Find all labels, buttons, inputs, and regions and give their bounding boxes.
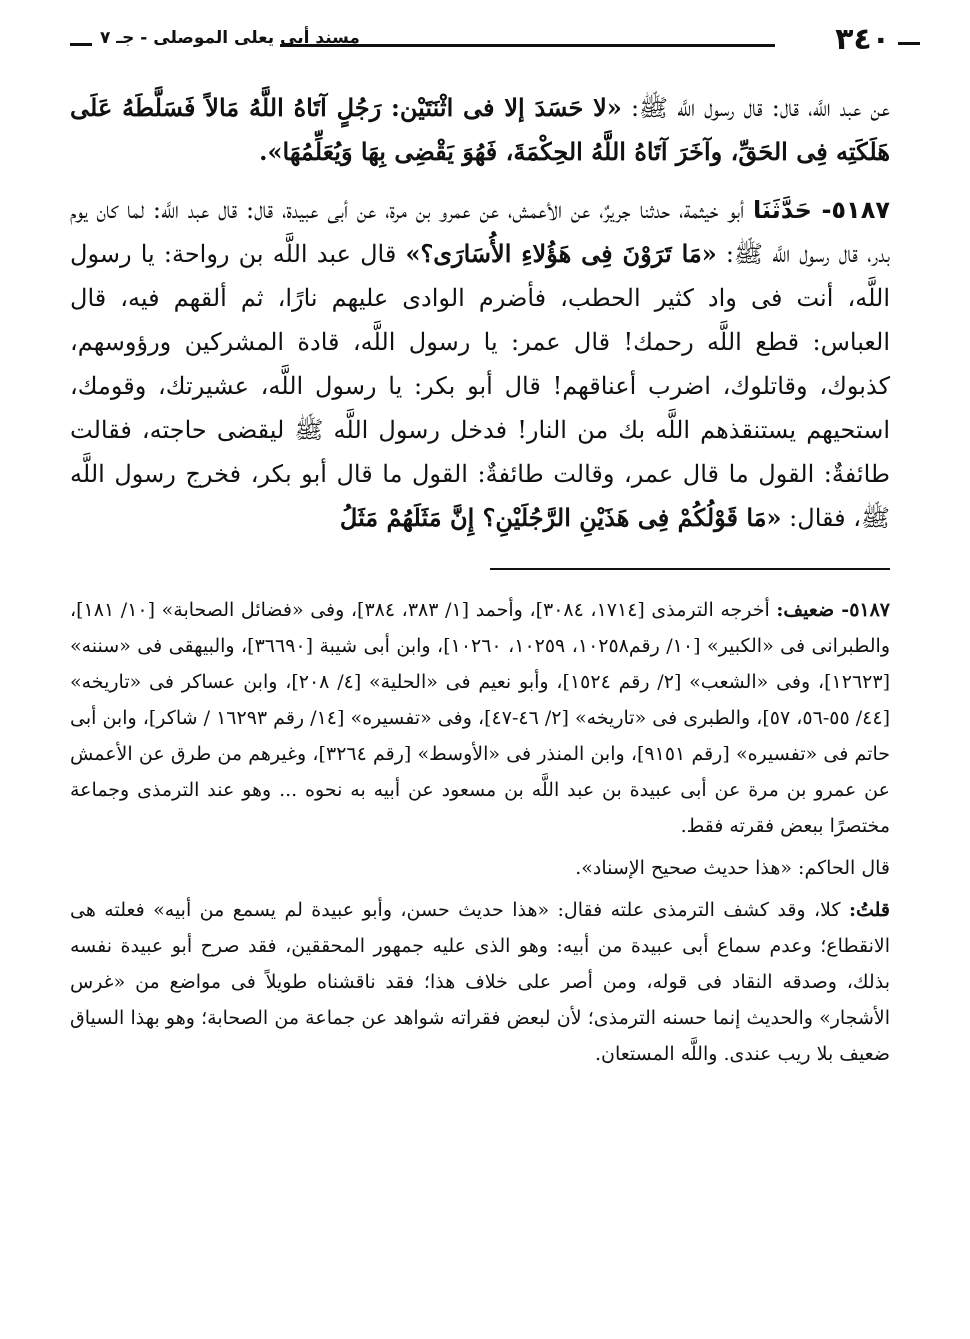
hadith-text: «مَا تَرَوْنَ فِى هَؤُلاءِ الأُسَارَى؟» <box>405 239 717 268</box>
hadith-number: ٥١٨٧- حَدَّثَنَا <box>752 196 890 224</box>
footnote-body: أخرجه الترمذى [١٧١٤، ٣٠٨٤]، وأحمد [١/ ٣٨٣، ٣٨٤]، وفى «فضائل الصحابة» [١٠/ ١٨١]، والطبرانى فى «الكبير» [١٠/ رقم١٠٢٥٨، ١٠٢٥٩، ١٠٢٦٠]، وابن أبى شيبة [٣٦٦٩٠]، والبيهقى فى «سننه» [١٢٦٢٣]، وفى «الشعب» [٢/ رقم ١٥٢٤]، وأبو نعيم فى «الحلية» [٤/ ٢٠٨]، وابن عساكر فى «تاريخه» [٤٤/ ٥٥-٥٦، ٥٧]، والطبرى فى «تاريخه» [٢/ ٤٦-٤٧]، وفى «تفسيره» [١٤/ رقم ١٦٢٩٣ / شاكر]، وابن أبى حاتم فى «تفسيره» [رقم ٩١٥١]، وابن المنذر فى «الأوسط» [رقم ٣٢٦٤]، وغيرهم من طرق عن الأعمش عن عمرو بن مرة عن أبى عبيدة بن عبد اللَّه بن مسعود عن أبيه به نحوه ... وهو عند الترمذى وجماعة مختصرًا ببعض فقرته فقط. <box>70 599 891 837</box>
hadith-text: «مَا قَوْلُكُمْ فِى هَذَيْنِ الرَّجُلَيْنِ؟ إِنَّ مَثَلَهُمْ مَثَلُ <box>339 503 782 532</box>
running-header <box>70 20 890 68</box>
footnotes <box>70 592 890 1072</box>
editor-comment-body: كلا، وقد كشف الترمذى علته فقال: «هذا حديث حسن، وأبو عبيدة لم يسمع من أبيه» فعلته هى الانقطاع؛ وعدم سماع أبى عبيدة من أبيه: وهو الذى عليه جمهور المحققين، فقد صرح أبو عبيدة نفسه بذلك، وصدقه النقاد فى قوله، ومن أصر على خلاف هذا؛ فقد ناقشناه طويلاً فى مواضع من «غرس الأشجار» والحديث إنما حسنه الترمذى؛ لأن لبعض فقراته شواهد عن جماعة من الصحابة؛ وهو بهذا السياق ضعيف بلا ريب عندى. واللَّه المستعان. <box>70 899 890 1065</box>
editor-comment-label: قلتُ: <box>848 899 890 921</box>
running-title: مسند أبى يعلى الموصلى - جـ ٧ <box>100 28 360 48</box>
main-text <box>70 86 890 540</box>
hakim-quote: قال الحاكم: «هذا حديث صحيح الإسناد». <box>575 857 890 879</box>
hadith-text: «لا حَسَدَ إلا فى اثْنَتَيْن: رَجُلٍ آتَاهُ اللَّهُ مَالاً فَسَلَّطَهُ عَلَى هَلَكَتِه فِى الحَقِّ، وآخَرَ آتَاهُ اللَّهُ الحِكْمَةَ، فَهُوَ يَقْضِى بِهَا وَيُعَلِّمُهَا». <box>70 93 890 166</box>
isnad-text: عن عبد اللَّه، قال: قال رسول اللَّه ﷺ: <box>621 94 890 122</box>
editor-comment <box>70 892 890 1072</box>
hadith-5186-paragraph <box>70 86 890 174</box>
hadith-5187-paragraph <box>70 188 890 540</box>
page-number: ٣٤٠ <box>835 22 890 57</box>
isnad-text: أبو خيثمة، حدثنا جريرٌ، عن الأعمش، عن عمرو بن مرة، عن أبى عبيدة، قال: قال عبد اللَّه: لما كان يوم بدر، قال رسول اللَّه ﷺ: <box>70 196 890 268</box>
book-page <box>70 20 890 1078</box>
narrative-text: قال عبد اللَّه بن رواحة: يا رسول اللَّه، أنت فى واد كثير الحطب، فأضرم الوادى عليهم نارًا، ثم ألقهم فيه، قال العباس: قطع اللَّه رحمك! قال عمر: يا رسول اللَّه، قادة المشركين ورؤوسهم، كذبوك، وقاتلوك، اضرب أعناقهم! قال أبو بكر: يا رسول اللَّه، عشيرتك، وقومك، استحيهم يستنقذهم اللَّه بك من النار! فدخل رسول اللَّه ﷺ ليقضى حاجته، فقالت طائفةٌ: القول ما قال عمر، وقالت طائفةٌ: القول ما قال أبو بكر، فخرج رسول اللَّه ﷺ، فقال: <box>70 240 891 532</box>
footnote-separator <box>490 568 890 570</box>
footnote-head: ٥١٨٧- ضعيف: <box>776 599 891 621</box>
footnote-5187 <box>70 592 890 844</box>
